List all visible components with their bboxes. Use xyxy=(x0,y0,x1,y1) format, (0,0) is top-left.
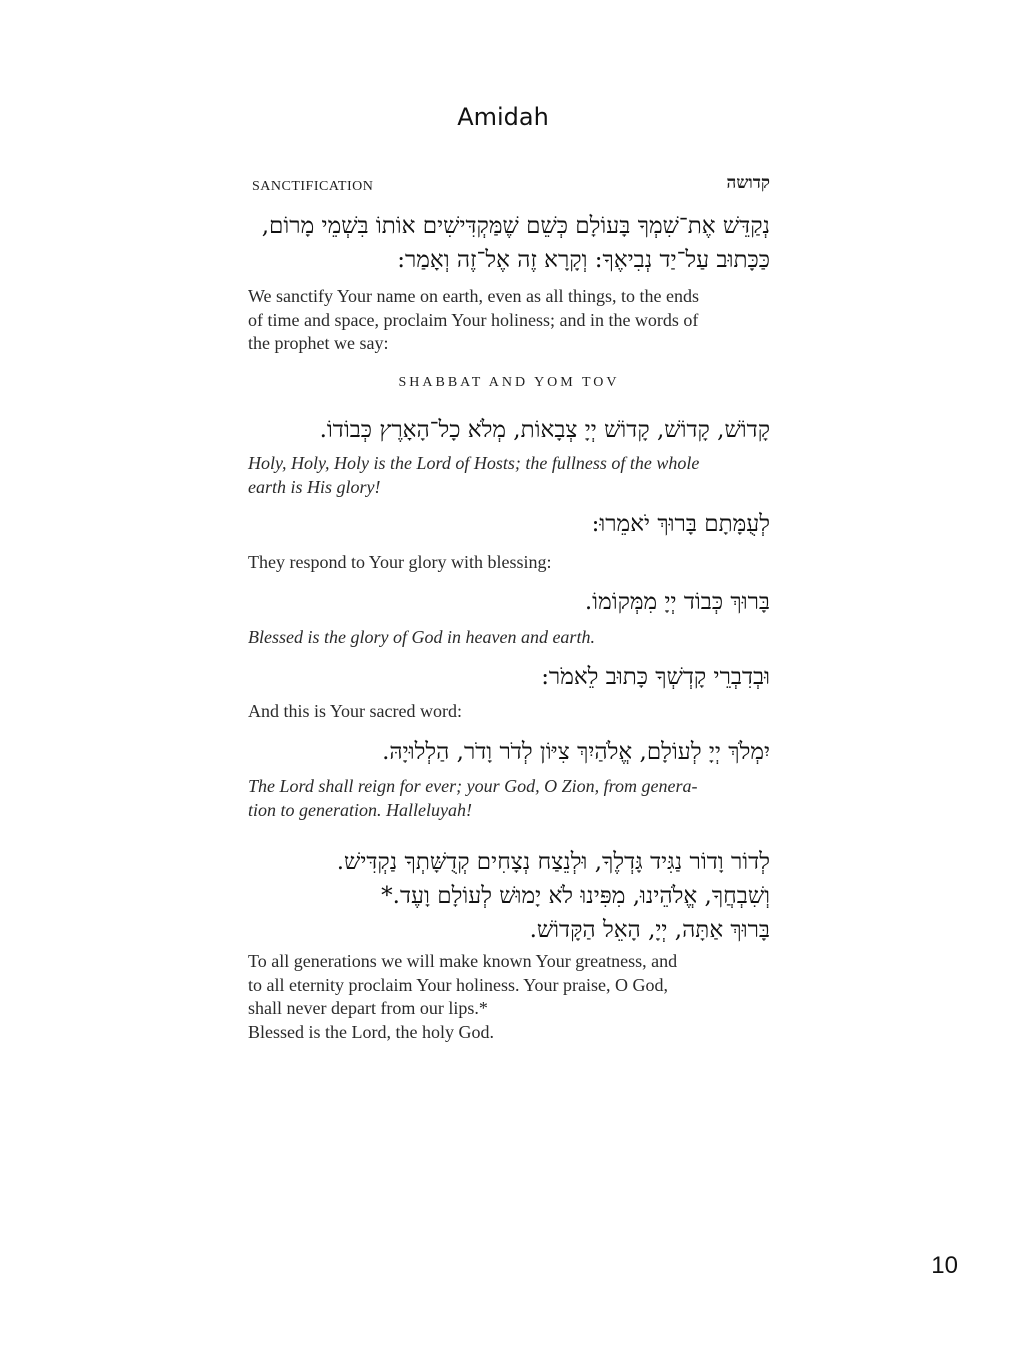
kadosh-hebrew: קָדוֹשׁ, קָדוֹשׁ, קָדוֹשׁ יְיָ צְבָאוֹת, מְלֹא כָל־הָאָרֶץ כְּבוֹדוֹ. xyxy=(319,417,770,443)
header-hebrew: קדושה xyxy=(726,173,770,193)
intro-hebrew-line: נְקַדֵּשׁ אֶת־שִׁמְךָ בָּעוֹלָם כְּשֵׁם שֶׁמַּקְדִּישִׁים אוֹתוֹ בִּשְׁמֵי מָרוֹם, xyxy=(261,213,770,239)
yimloch-english-line: tion to generation. Halleluyah! xyxy=(248,799,472,820)
section-header xyxy=(248,165,770,195)
subheading: SHABBAT AND YOM TOV xyxy=(398,375,620,390)
leumatam-english: They respond to Your glory with blessing: xyxy=(248,552,552,572)
ldor-english xyxy=(248,950,770,1044)
intro-hebrew-line: כַּכָּתוּב עַל־יַד נְבִיאֶךָ: וְקָרָא זֶה אֶל־זֶה וְאָמַר: xyxy=(397,247,770,273)
baruch-block xyxy=(248,585,770,619)
header-english: SANCTIFICATION xyxy=(252,179,374,194)
kadosh-english-line: earth is His glory! xyxy=(248,476,381,497)
intro-block xyxy=(248,209,770,277)
intro-english-line: the prophet we say: xyxy=(248,333,389,353)
ldor-english-line: shall never depart from our lips.* xyxy=(248,998,488,1018)
leumatam-hebrew: לְעֻמָּתָם בָּרוּךְ יֹאמֵרוּ: xyxy=(591,511,770,537)
baruch-english: Blessed is the glory of God in heaven and earth. xyxy=(248,627,595,647)
kadosh-english xyxy=(248,452,770,499)
intro-english xyxy=(248,285,770,356)
intro-english-line: of time and space, proclaim Your holiness; and in the words of xyxy=(248,309,699,330)
page-number: 10 xyxy=(931,1252,958,1279)
yimloch-hebrew: יִמְלֹךְ יְיָ לְעוֹלָם, אֱלֹהַיִךְ צִיּוֹן לְדֹר וָדֹר, הַלְלוּיָהּ. xyxy=(382,739,770,765)
prayer-scan xyxy=(248,165,770,1042)
page-title: Amidah xyxy=(457,103,549,131)
ldor-english-line: Blessed is the Lord, the holy God. xyxy=(248,1021,494,1042)
yimloch-block xyxy=(248,735,770,769)
ldor-hebrew-line: לְדוֹר וָדוֹר נַגִּיד גָּדְלֶךָ, וּלְנֵצַח נְצָחִים קְדֻשָּׁתְךָ נַקְדִּישׁ. xyxy=(336,849,770,875)
baruch-hebrew: בָּרוּךְ כְּבוֹד יְיָ מִמְּקוֹמוֹ. xyxy=(584,589,770,615)
ldor-hebrew-line: בָּרוּךְ אַתָּה, יְיָ, הָאֵל הַקָּדוֹשׁ. xyxy=(529,917,770,943)
uvdivrei-english-wrap xyxy=(248,700,770,724)
kadosh-english-line: Holy, Holy, Holy is the Lord of Hosts; the fullness of the whole xyxy=(248,453,700,473)
baruch-english-wrap xyxy=(248,626,770,650)
intro-english-line: We sanctify Your name on earth, even as all things, to the ends xyxy=(248,286,699,306)
ldor-block xyxy=(248,845,770,947)
ldor-english-line: to all eternity proclaim Your holiness. Your praise, O God, xyxy=(248,974,668,995)
yimloch-english xyxy=(248,775,770,822)
uvdivrei-hebrew: וּבְדִבְרֵי קָדְשְׁךָ כָּתוּב לֵאמֹר: xyxy=(541,664,770,690)
ldor-english-line: To all generations we will make known Your greatness, and xyxy=(248,951,678,971)
leumatam-english-wrap xyxy=(248,551,770,575)
kadosh-block xyxy=(248,413,770,447)
yimloch-english-line: The Lord shall reign for ever; your God, O Zion, from genera- xyxy=(248,776,698,796)
uvdivrei-english: And this is Your sacred word: xyxy=(248,701,462,721)
uvdivrei-block xyxy=(248,660,770,694)
leumatam-block xyxy=(248,507,770,541)
ldor-hebrew-line: וְשִׁבְחֲךָ, אֱלֹהֵינוּ, מִפִּינוּ לֹא יָמוּשׁ לְעוֹלָם וָעֶד.* xyxy=(381,883,770,909)
